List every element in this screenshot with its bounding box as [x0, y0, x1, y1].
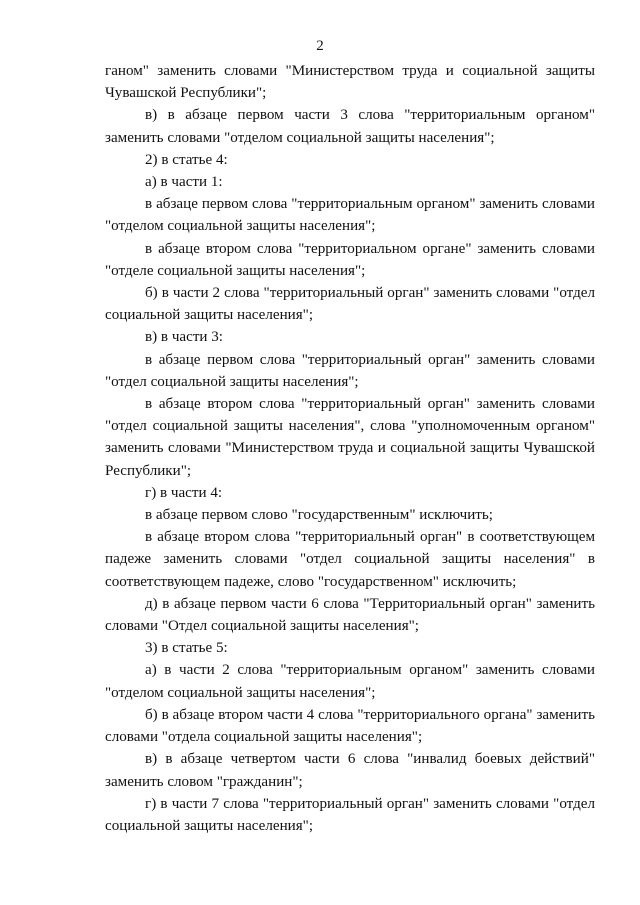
paragraph: в абзаце втором слова "территориальном органе" заменить словами "отделе социальной защиты населения"; — [105, 240, 595, 279]
paragraph: а) в части 1: — [145, 174, 223, 191]
paragraph: 2) в статье 4: — [145, 151, 228, 168]
paragraph: в) в абзаце первом части 3 слова "территориальным органом" заменить словами "отделом социальной защиты населения"; — [105, 107, 595, 146]
paragraph: в) в части 3: — [145, 329, 224, 346]
paragraph: в абзаце первом слова "территориальным органом" заменить словами "отделом социальной защиты населения"; — [105, 196, 595, 235]
paragraph: в абзаце первом слова "территориальный орган" заменить словами "отдел социальной защиты населения"; — [105, 351, 595, 390]
document-body — [105, 60, 595, 837]
paragraph: г) в части 4: — [145, 484, 223, 501]
paragraph: в абзаце втором слова "территориальный орган" в соответствующем падеже заменить словами "отдел социальной защиты населения" в соответствующем падеже, слово "государственном" исключить; — [105, 529, 595, 590]
paragraph: а) в части 2 слова "территориальным органом" заменить словами "отделом социальной защиты населения"; — [105, 662, 595, 701]
paragraph: б) в абзаце втором части 4 слова "территориального органа" заменить словами "отдела социальной защиты населения"; — [105, 706, 595, 746]
paragraph: в) в абзаце четвертом части 6 слова "инвалид боевых действий" заменить словом "гражданин"; — [105, 751, 595, 790]
paragraph: ганом" заменить словами "Министерством труда и социальной защиты Чувашской Республики"; — [105, 63, 595, 102]
paragraph: д) в абзаце первом части 6 слова "Территориальный орган" заменить словами "Отдел социальной защиты населения"; — [105, 595, 595, 635]
paragraph: 3) в статье 5: — [145, 640, 228, 657]
paragraph: б) в части 2 слова "территориальный орган" заменить словами "отдел социальной защиты населения"; — [105, 285, 595, 324]
paragraph: в абзаце втором слова "территориальный орган" заменить словами "отдел социальной защиты населения", слова "уполномоченным органом" заменить словами "Министерством труда и социальной защиты Чувашской Республики"; — [105, 396, 595, 479]
page-number: 2 — [316, 38, 324, 54]
paragraph: г) в части 7 слова "территориальный орган" заменить словами "отдел социальной защиты населения"; — [105, 795, 595, 834]
paragraph: в абзаце первом слово "государственным" исключить; — [145, 507, 493, 524]
